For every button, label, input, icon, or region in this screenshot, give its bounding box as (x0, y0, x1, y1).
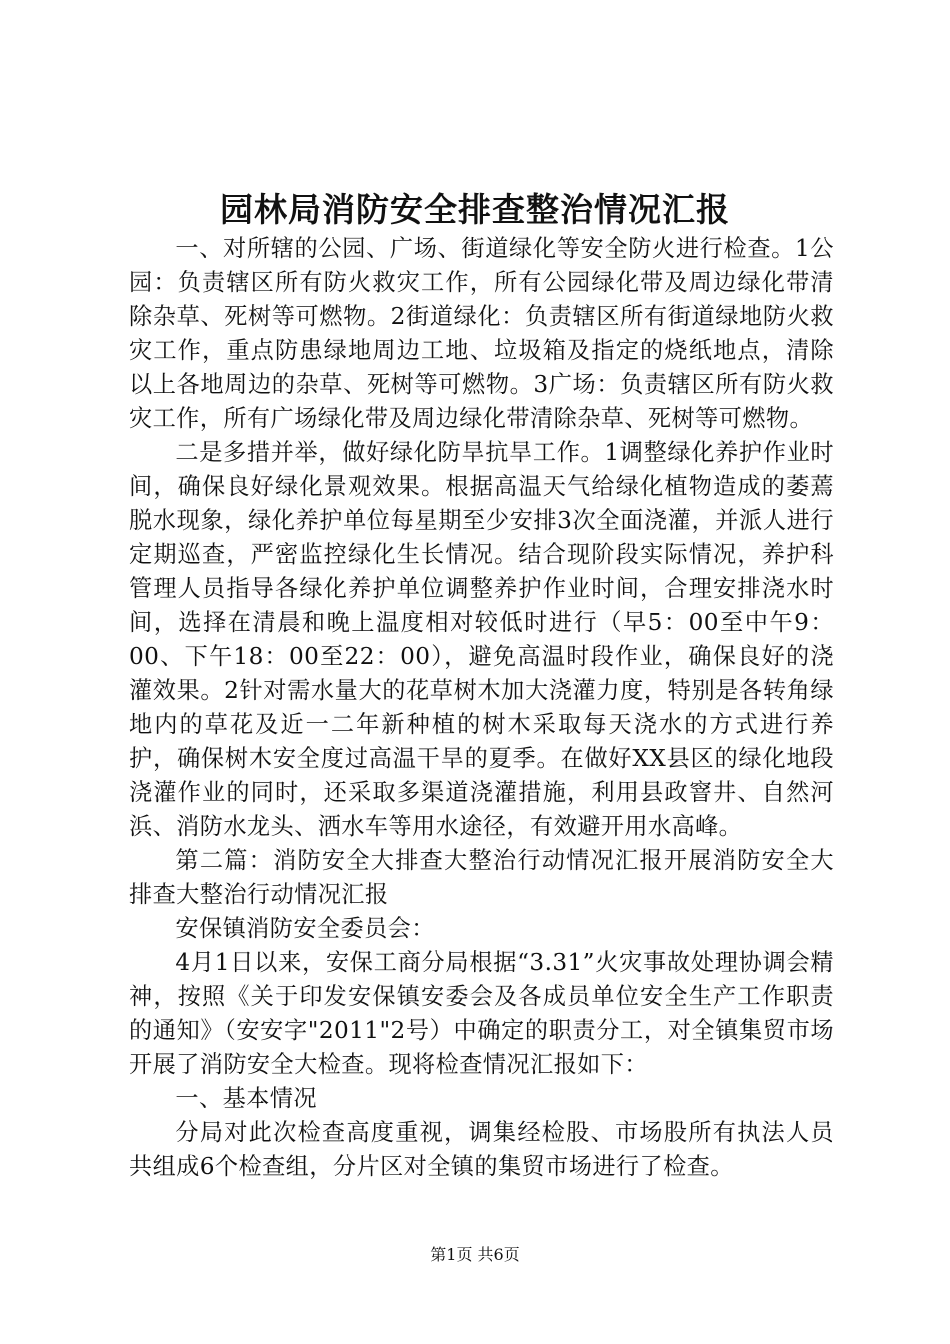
paragraph-second-article-title: 第二篇：消防安全大排查大整治行动情况汇报开展消防安全大排查大整治行动情况汇报 (129, 847, 834, 908)
document-body (129, 232, 834, 1184)
paragraph-addressee: 安保镇消防安全委员会： (175, 915, 435, 942)
document-title: 园林局消防安全排查整治情况汇报 (220, 190, 730, 229)
paragraph-basic-situation: 分局对此次检查高度重视，调集经检股、市场股所有执法人员共组成6个检查组，分片区对全镇的集贸市场进行了检查。 (129, 1119, 834, 1180)
paragraph-section-heading: 一、基本情况 (175, 1085, 317, 1112)
paragraph-fire-inspection: 一、对所辖的公园、广场、街道绿化等安全防火进行检查。1公园：负责辖区所有防火救灾工作，所有公园绿化带及周边绿化带清除杂草、死树等可燃物。2街道绿化：负责辖区所有街道绿地防火救灾工作，重点防患绿地周边工地、垃圾箱及指定的烧纸地点，清除以上各地周边的杂草、死树等可燃物。3广场：负责辖区所有防火救灾工作，所有广场绿化带及周边绿化带清除杂草、死树等可燃物。 (129, 235, 834, 432)
paragraph-introduction: 4月1日以来，安保工商分局根据“3.31”火灾事故处理协调会精神，按照《关于印发安保镇安委会及各成员单位安全生产工作职责的通知》（安安字"2011"2号）中确定的职责分工，对全镇集贸市场开展了消防安全大检查。现将检查情况汇报如下： (129, 949, 834, 1078)
paragraph-drought-measures: 二是多措并举，做好绿化防旱抗旱工作。1调整绿化养护作业时间，确保良好绿化景观效果。根据高温天气给绿化植物造成的萎蔫脱水现象，绿化养护单位每星期至少安排3次全面浇灌，并派人进行定期巡查，严密监控绿化生长情况。结合现阶段实际情况，养护科管理人员指导各绿化养护单位调整养护作业时间，合理安排浇水时间，选择在清晨和晚上温度相对较低时进行（早5：00至中午9：00、下午18：00至22：00），避免高温时段作业，确保良好的浇灌效果。2针对需水量大的花草树木加大浇灌力度，特别是各转角绿地内的草花及近一二年新种植的树木采取每天浇水的方式进行养护，确保树木安全度过高温干旱的夏季。在做好XX县区的绿化地段浇灌作业的同时，还采取多渠道浇灌措施，利用县政窨井、自然河浜、消防水龙头、洒水车等用水途径，有效避开用水高峰。 (129, 439, 834, 840)
page-footer: 第1页 共6页 (430, 1245, 520, 1264)
